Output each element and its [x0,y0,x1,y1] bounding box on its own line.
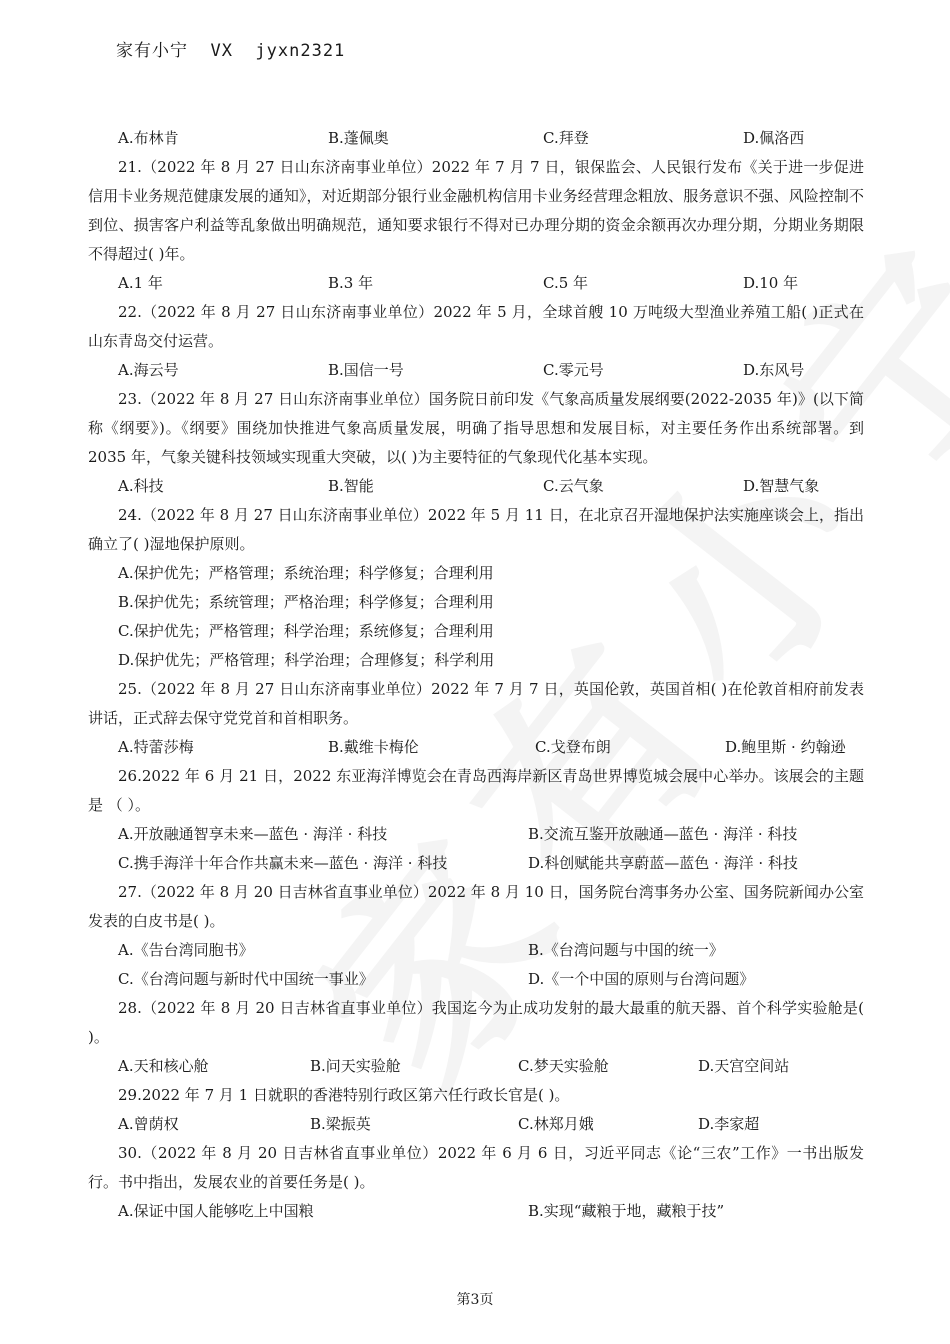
option: A.科技 [118,477,164,495]
option: C.梦天实验舱 [518,1057,609,1075]
option: B.国信一号 [328,361,404,379]
q27-options-row1 [88,936,864,965]
option: A.保证中国人能够吃上中国粮 [118,1202,314,1220]
q26-options-row2 [88,849,864,878]
question-28: 28.（2022 年 8 月 20 日吉林省直事业单位）我国迄今为止成功发射的最大最重的航天器、首个科学实验舱是( )。 [88,999,864,1046]
page-header: 家有小宁 VX jyxn2321 [116,41,346,61]
option: D.李家超 [698,1115,760,1133]
option: B.《台湾问题与中国的统一》 [528,941,724,959]
option: C.携手海洋十年合作共赢未来—蓝色 · 海洋 · 科技 [118,854,448,872]
option: D.保护优先；严格管理；科学治理；合理修复；科学利用 [118,651,495,669]
option: B.3 年 [328,274,374,292]
q30-options [88,1197,864,1226]
question-30: 30.（2022 年 8 月 20 日吉林省直事业单位）2022 年 6 月 6 日，习近平同志《论“三农”工作》一书出版发行。书中指出，发展农业的首要任务是( )。 [88,1144,864,1191]
option: A.保护优先；严格管理；系统治理；科学修复；合理利用 [118,564,494,582]
q20-options [88,124,864,153]
option: C.云气象 [543,477,604,495]
option: C.《台湾问题与新时代中国统一事业》 [118,970,374,988]
q27-options-row2 [88,965,864,994]
option: D.智慧气象 [743,477,820,495]
option: C.林郑月娥 [518,1115,594,1133]
option: D.鲍里斯 · 约翰逊 [725,738,846,756]
question-29: 29.2022 年 7 月 1 日就职的香港特别行政区第六任行政长官是( )。 [118,1086,570,1104]
q29-options [88,1110,864,1139]
option: B.蓬佩奥 [328,129,389,147]
option: D.科创赋能共享蔚蓝—蓝色 · 海洋 · 科技 [528,854,798,872]
option: D.东风号 [743,361,805,379]
question-21: 21.（2022 年 8 月 27 日山东济南事业单位）2022 年 7 月 7 日，银保监会、人民银行发布《关于进一步促进信用卡业务规范健康发展的通知》，对近期部分银行业金融机构信用卡业务经营理念粗放、服务意识不强、风险控制不到位、损害客户利益等乱象做出明确规范，通知要求银行不得对已办理分期的资金余额再次办理分期，分期业务期限不得超过( )年。 [88,158,864,263]
option: A.1 年 [118,274,163,292]
option: D.天宫空间站 [698,1057,790,1075]
option: B.交流互鉴开放融通—蓝色 · 海洋 · 科技 [528,825,798,843]
option: A.海云号 [118,361,179,379]
option: A.开放融通智享未来—蓝色 · 海洋 · 科技 [118,825,388,843]
option: C.戈登布朗 [535,738,611,756]
question-22: 22.（2022 年 8 月 27 日山东济南事业单位）2022 年 5 月，全球首艘 10 万吨级大型渔业养殖工船( )正式在山东青岛交付运营。 [88,303,864,350]
option: B.保护优先；系统管理；严格治理；科学修复；合理利用 [118,593,494,611]
question-26: 26.2022 年 6 月 21 日，2022 东亚海洋博览会在青岛西海岸新区青岛世界博览城会展中心举办。该展会的主题是 （ ）。 [88,767,864,814]
q26-options-row1 [88,820,864,849]
q23-options [88,472,864,501]
option: D.《一个中国的原则与台湾问题》 [528,970,755,988]
option: C.零元号 [543,361,604,379]
option: A.特蕾莎梅 [118,738,194,756]
option: B.梁振英 [310,1115,371,1133]
question-23: 23.（2022 年 8 月 27 日山东济南事业单位）国务院日前印发《气象高质量发展纲要(2022-2035 年)》(以下简称《纲要》)。《纲要》围绕加快推进气象高质量发展，明确了指导思想和发展目标，对主要任务作出系统部署。到 2035 年，气象关键科技领域实现重大突破，以( )为主要特征的气象现代化基本实现。 [88,390,864,466]
option: D.佩洛西 [743,129,805,147]
page-number: 第3页 [456,1292,494,1308]
option: A.《告台湾同胞书》 [118,941,254,959]
option: A.布林肯 [118,129,179,147]
option: C.拜登 [543,129,589,147]
q25-options [88,733,864,762]
option: C.保护优先；严格管理；科学治理；系统修复；合理利用 [118,622,494,640]
q21-options [88,269,864,298]
q22-options [88,356,864,385]
question-27: 27.（2022 年 8 月 20 日吉林省直事业单位）2022 年 8 月 10 日，国务院台湾事务办公室、国务院新闻办公室发表的白皮书是( )。 [88,883,864,930]
option: B.实现“藏粮于地，藏粮于技” [528,1202,725,1220]
option: A.曾荫权 [118,1115,179,1133]
document-body [88,124,864,1226]
option: C.5 年 [543,274,589,292]
option: B.问天实验舱 [310,1057,401,1075]
option: D.10 年 [743,274,799,292]
option: B.智能 [328,477,374,495]
question-24: 24.（2022 年 8 月 27 日山东济南事业单位）2022 年 5 月 11 日，在北京召开湿地保护法实施座谈会上，指出确立了( )湿地保护原则。 [88,506,864,553]
option: B.戴维卡梅伦 [328,738,419,756]
q28-options [88,1052,864,1081]
question-25: 25.（2022 年 8 月 27 日山东济南事业单位）2022 年 7 月 7 日，英国伦敦，英国首相( )在伦敦首相府前发表讲话，正式辞去保守党党首和首相职务。 [88,680,864,727]
option: A.天和核心舱 [118,1057,209,1075]
